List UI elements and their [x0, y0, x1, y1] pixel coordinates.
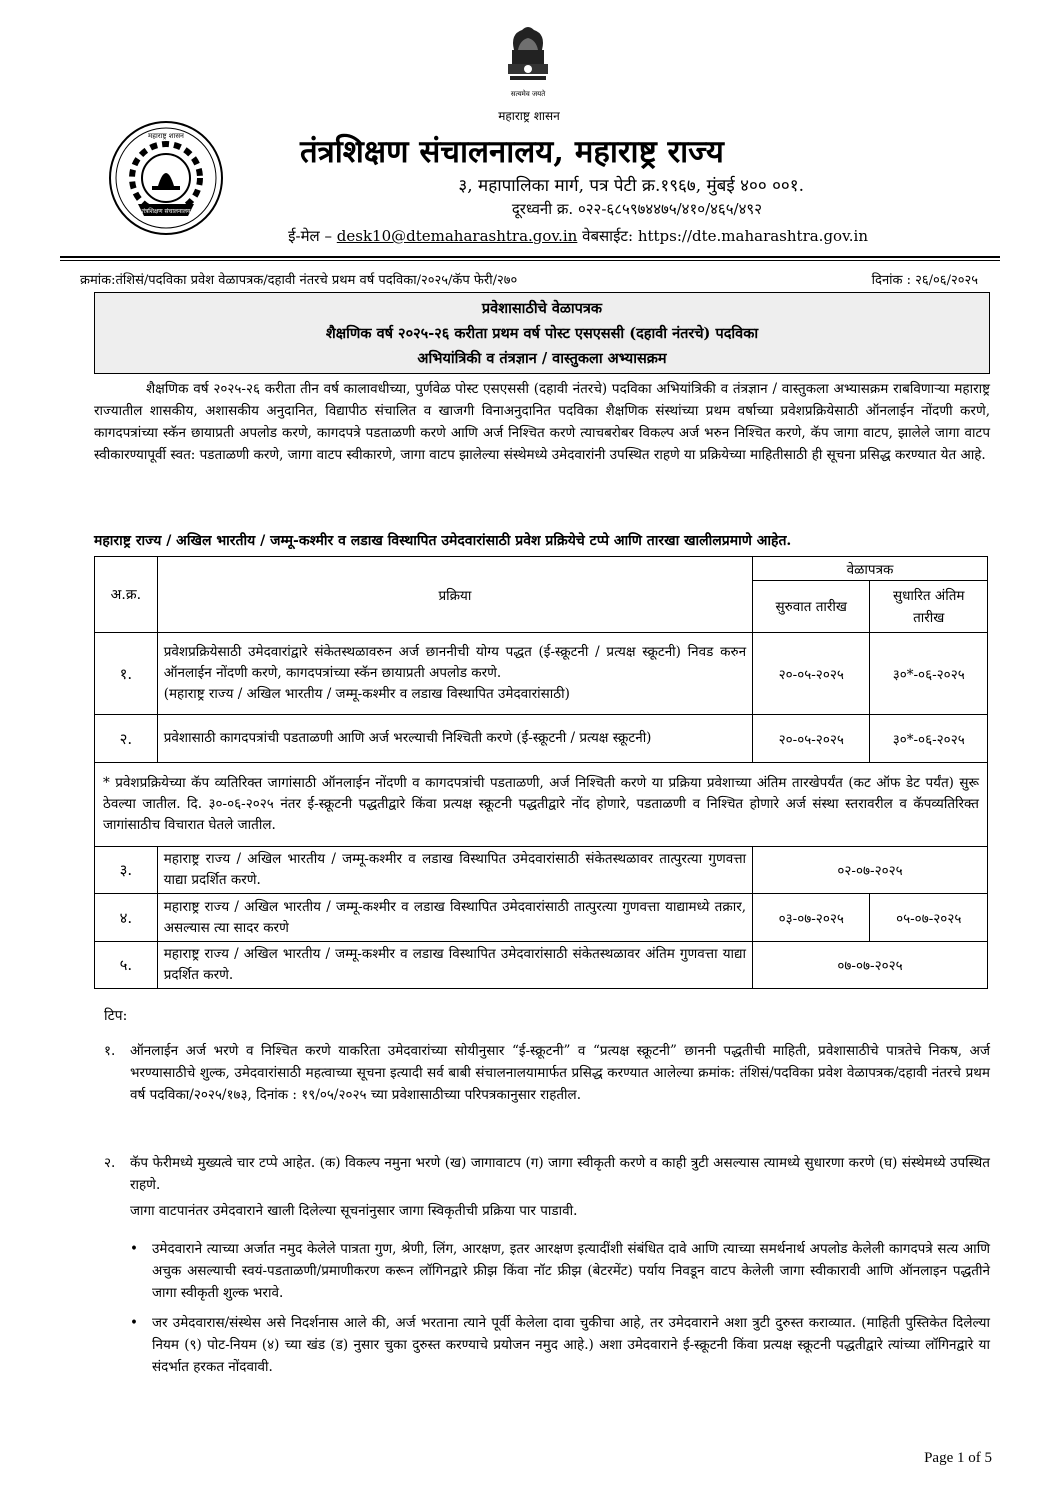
schedule-table	[94, 556, 988, 989]
phone-number: दूरध्वनी क्र. ०२२-६८५९७४४७५/४१०/४६५/४९२	[511, 200, 762, 218]
government-name: महाराष्ट्र शासन	[498, 109, 560, 123]
tip-item-1	[104, 1040, 990, 1106]
table-row	[95, 715, 988, 763]
row-process-text: महाराष्ट्र राज्य / अखिल भारतीय / जम्मू-कश्मीर व लडाख विस्थापित उमेदवारांसाठी तात्पुरत्या गुणवत्ता याद्यामध्ये तक्रार, असल्यास त्या सादर करणे	[163, 898, 747, 936]
row-start-date: २०-०५-२०२५	[753, 633, 870, 715]
contact-line	[288, 226, 868, 246]
reference-date: दिनांक : २६/०६/२०२५	[871, 273, 978, 288]
row-end-date: ३०*-०६-२०२५	[870, 715, 988, 763]
national-emblem-icon	[500, 20, 556, 110]
page-number: Page 1 of 5	[924, 1450, 992, 1466]
row-process	[157, 847, 752, 894]
logo-top-text: महाराष्ट्र शासन	[148, 132, 184, 140]
header-end-date: सुधारित अंतिम तारीख	[870, 581, 988, 633]
title-box	[94, 292, 990, 374]
intro-paragraph: शैक्षणिक वर्ष २०२५-२६ करीता तीन वर्ष कालावधीच्या, पुर्णवेळ पोस्ट एसएससी (दहावी नंतरचे) पदविका अभियांत्रिकी व तंत्रज्ञान / वास्तुकला अभ्यासक्रम राबविणाऱ्या महाराष्ट्र राज्यातील शासकीय, अशासकीय अनुदानित, विद्यापीठ संचालित व खाजगी विनाअनुदानित पदविका शैक्षणिक संस्थांच्या प्रथम वर्षाच्या प्रवेशप्रक्रियेसाठी ऑनलाईन नोंदणी करणे, कागदपत्रांच्या स्कॅन छायाप्रती अपलोड करणे, कागदपत्रे पडताळणी करणे आणि अर्ज निश्चित करणे त्याचबरोबर विकल्प अर्ज भरुन निश्चित करणे, कॅप जागा वाटप, झालेले जागा वाटप स्वीकारण्यापूर्वी स्वत: पडताळणी करणे, जागा वाटप स्वीकारणे, जागा वाटप झालेल्या संस्थेमध्ये उमेदवारांनी उपस्थित राहणे या प्रक्रियेच्या माहितीसाठी ही सूचना प्रसिद्ध करण्यात येत आहे.	[94, 381, 990, 463]
tip-number: २.	[104, 1155, 116, 1171]
emblem-motto: सत्यमेव जयते	[510, 90, 546, 98]
tips-heading: टिप:	[104, 1008, 128, 1024]
schedule-subheading: महाराष्ट्र राज्य / अखिल भारतीय / जम्मू-कश्मीर व लडाख विस्थापित उमेदवारांसाठी प्रवेश प्रक्रियेचे टप्पे आणि तारखा खालीलप्रमाणे आहेत.	[94, 533, 792, 549]
row-end-date: ३०*-०६-२०२५	[870, 633, 988, 715]
row-process	[157, 942, 752, 989]
row-process-subtext: (महाराष्ट्र राज्य / अखिल भारतीय / जम्मू-कश्मीर व लडाख विस्थापित उमेदवारांसाठी)	[163, 686, 570, 702]
tip-text: कॅप फेरीमध्ये मुख्यत्वे चार टप्पे आहेत. (क) विकल्प नमुना भरणे (ख) जागावाटप (ग) जागा स्वीकृती करणे व काही त्रुटी असल्यास त्यामध्ये सुधारणा करणे (घ) संस्थेमध्ये उपस्थित राहणे.	[130, 1155, 990, 1193]
bullet-item-1	[130, 1238, 990, 1304]
row-process	[157, 633, 752, 715]
website-label: वेबसाईट:	[582, 227, 634, 245]
title-line-3: अभियांत्रिकी व तंत्रज्ञान / वास्तुकला अभ्यासक्रम	[417, 350, 667, 367]
row-process-text: प्रवेशासाठी कागदपत्रांची पडताळणी आणि अर्ज भरल्याची निश्चिती करणे (ई-स्क्रूटनी / प्रत्यक्ष स्क्रूटनी)	[163, 730, 652, 746]
tip-text: ऑनलाईन अर्ज भरणे व निश्चित करणे याकरिता उमेदवारांच्या सोयीनुसार “ई-स्क्रूटनी” व “प्रत्यक्ष स्क्रूटनी” छाननी पद्धतीची माहिती, प्रवेशासाठीचे पात्रतेचे निकष, अर्ज भरण्यासाठीचे शुल्क, उमेदवारांसाठी महत्वाच्या सूचना इत्यादी सर्व बाबी संचालनालयामार्फत प्रसिद्ध करण्यात आलेल्या क्रमांक: तंशिसं/पदविका प्रवेश वेळापत्रक/दहावी नंतरचे प्रथम वर्ष पदविका/२०२५/१७३, दिनांक : १९/०५/२०२५ च्या प्रवेशासाठीच्या परिपत्रकानुसार राहतील.	[130, 1043, 990, 1103]
row-serial: ५.	[95, 942, 158, 989]
header-process: प्रक्रिया	[157, 557, 752, 633]
bullet-text: उमेदवाराने त्याच्या अर्जात नमुद केलेले पात्रता गुण, श्रेणी, लिंग, आरक्षण, इतर आरक्षण इत्यादींशी संबंधित दावे आणि त्याच्या समर्थनार्थ अपलोड केलेली कागदपत्रे सत्य आणि अचुक असल्याची स्वयं-पडताळणी/प्रमाणीकरण करून लॉगिनद्वारे फ्रीझ किंवा नॉट फ्रीझ (बेटरमेंट) पर्याय निवडून वाटप केलेली जागा स्वीकारावी आणि ऑनलाइन पद्धतीने जागा स्वीकृती शुल्क भरावे.	[152, 1241, 990, 1301]
department-title: तंत्रशिक्षण संचालनालय, महाराष्ट्र राज्य	[300, 134, 724, 170]
row-process-text: प्रवेशप्रक्रियेसाठी उमेदवारांद्वारे संकेतस्थळावरुन अर्ज छाननीची योग्य पद्धत (ई-स्क्रूटनी / प्रत्यक्ष स्क्रूटनी) निवड करुन ऑनलाईन नोंदणी करणे, कागदपत्रांच्या स्कॅन छायाप्रती अपलोड करणे.	[163, 644, 747, 681]
row-serial: २.	[95, 715, 158, 763]
table-row	[95, 942, 988, 989]
department-logo-icon	[108, 120, 224, 236]
row-serial: १.	[95, 633, 158, 715]
table-row	[95, 894, 988, 942]
row-serial: ४.	[95, 894, 158, 942]
row-date: ०२-०७-२०२५	[753, 847, 988, 894]
bullet-text: जर उमेदवारास/संस्थेस असे निदर्शनास आले की, अर्ज भरताना त्याने पूर्वी केलेला दावा चुकीचा आहे, तर उमेदवाराने अशा त्रुटी दुरुस्त कराव्यात. (माहिती पुस्तिकेत दिलेल्या नियम (९) पोट-नियम (४) च्या खंड (ड) नुसार चुका दुरुस्त करण्याचे प्रयोजन नमुद आहे.) अशा उमेदवाराने ई-स्क्रूटनी किंवा प्रत्यक्ष स्क्रूटनी पद्धतीद्वारे त्यांच्या लॉगिनद्वारे या संदर्भात हरकत नोंदवावी.	[152, 1315, 990, 1375]
tip-item-2	[104, 1152, 990, 1222]
address: ३, महापालिका मार्ग, पत्र पेटी क्र.१९६७, मुंबई ४०० ००१.	[458, 176, 804, 196]
header-schedule: वेळापत्रक	[753, 557, 988, 581]
header-serial: अ.क्र.	[95, 557, 158, 633]
website-link[interactable]: https://dte.maharashtra.gov.in	[637, 227, 868, 245]
row-end-date: ०५-०७-२०२५	[870, 894, 988, 942]
tip-text-continued: जागा वाटपानंतर उमेदवाराने खाली दिलेल्या सूचनांनुसार जागा स्विकृतीची प्रक्रिया पार पाडावी.	[130, 1203, 578, 1219]
header-start-date: सुरुवात तारीख	[753, 581, 870, 633]
tip-number: १.	[104, 1043, 116, 1059]
header-divider	[60, 256, 1000, 258]
row-process-text: महाराष्ट्र राज्य / अखिल भारतीय / जम्मू-कश्मीर व लडाख विस्थापित उमेदवारांसाठी संकेतस्थळावर तात्पुरत्या गुणवत्ता याद्या प्रदर्शित करणे.	[163, 851, 747, 888]
table-note: * प्रवेशप्रक्रियेच्या कॅप व्यतिरिक्त जागांसाठी ऑनलाईन नोंदणी व कागदपत्रांची पडताळणी, अर्ज निश्चिती करणे या प्रक्रिया प्रवेशाच्या अंतिम तारखेपर्यंत (कट ऑफ डेट पर्यंत) सुरू ठेवल्या जातील. दि. ३०-०६-२०२५ नंतर ई-स्क्रूटनी पद्धतीद्वारे किंवा प्रत्यक्ष स्क्रूटनी पद्धतीद्वारे नोंद होणारे, पडताळणी व निश्चित होणारे अर्ज संस्था स्तरावरील व कॅपव्यतिरिक्त जागांसाठीच विचारात घेतले जातील.	[95, 763, 988, 847]
logo-bottom-text: तंत्रशिक्षण संचालनालय	[141, 208, 191, 215]
reference-number: क्रमांक:तंशिसं/पदविका प्रवेश वेळापत्रक/दहावी नंतरचे प्रथम वर्ष पदविका/२०२५/कॅप फेरी/२७०	[80, 273, 518, 288]
table-note-row	[95, 763, 988, 847]
bullet-icon: •	[130, 1315, 138, 1331]
table-row	[95, 633, 988, 715]
row-date: ०७-०७-२०२५	[753, 942, 988, 989]
title-line-2: शैक्षणिक वर्ष २०२५-२६ करीता प्रथम वर्ष पोस्ट एसएससी (दहावी नंतरचे) पदविका	[325, 325, 759, 342]
row-process	[157, 715, 752, 763]
email-label: ई-मेल –	[288, 227, 332, 245]
title-line-1: प्रवेशासाठीचे वेळापत्रक	[481, 300, 603, 317]
header-divider-thin	[60, 260, 1000, 261]
row-serial: ३.	[95, 847, 158, 894]
table-row	[95, 847, 988, 894]
email-link[interactable]: desk10@dtemaharashtra.gov.in	[336, 227, 578, 245]
bullet-icon: •	[130, 1241, 138, 1257]
row-start-date: २०-०५-२०२५	[753, 715, 870, 763]
row-start-date: ०३-०७-२०२५	[753, 894, 870, 942]
row-process-text: महाराष्ट्र राज्य / अखिल भारतीय / जम्मू-कश्मीर व लडाख विस्थापित उमेदवारांसाठी संकेतस्थळावर अंतिम गुणवत्ता याद्या प्रदर्शित करणे.	[163, 946, 747, 983]
row-process	[157, 894, 752, 942]
bullet-item-2	[130, 1312, 990, 1378]
